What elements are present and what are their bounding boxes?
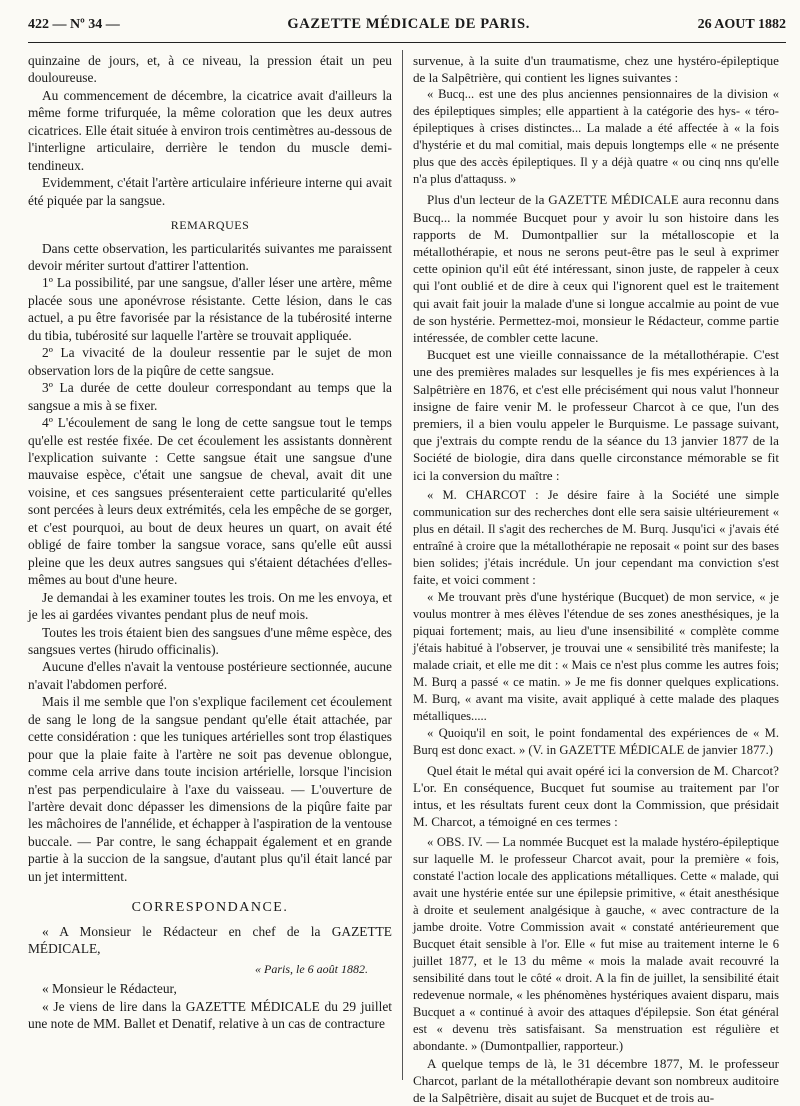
remarques-heading: REMARQUES [170,218,250,233]
right-column [413,52,779,1106]
paragraph: 4º L'écoulement de sang le long de cette sangsue tout le temps qu'elle est restée fixée. De cet écoulement les assistants donnèrent l'explication suivante : Cette sangsue était une sangsue d'une mauvaise espèce, c'était une sangsue de cheval, avait dit une voisine, et ces sangsues présenteraient cette particularité qu'elles sont percées à leurs deux extrémités, cela les empêche de se gorger, et c'est pourquoi, au bout de deux heures un quart, on avait été obligé de faire tomber la sangsue vorace, sans qu'elle eût aussi pleine que les deux autres sangsues qui s'étaient détachées d'elles-mêmes au bout d'une heure. [28,415,392,588]
paragraph: « Je viens de lire dans la GAZETTE MÉDICALE du 29 juillet une note de MM. Ballet et Denatif, relative à un cas de contracture [28,998,392,1032]
paragraph: Mais il me semble que l'on s'explique facilement cet écoulement de sang le long de la sangsue pendant qu'elle était attachée, par cette considération : que les tuniques artérielles sont trop élastiques pour que la plaie faite à l'artère ne soit pas devenue oblongue, comme cela arrive dans toute incision artérielle, lorsque l'incision n'est pas perpendiculaire à l'axe du vaisseau. — L'ouverture de l'artère devait donc dépasser les dimensions de la piqûre faite par les mâchoires de l'annélide, et échapper à l'aspiration de la ventouse buccale. — Par contre, le sang échappait également et en grande partie à la succion de la sangsue, d'autant plus qu'il était lancé par un jet intermittent. [28,694,392,884]
issue-date: 26 AOUT 1882 [697,17,786,32]
paragraph: Je demandai à les examiner toutes les trois. On me les envoya, et je les ai gardées vivantes pendant plus de neuf mois. [28,589,392,623]
paragraph: quinzaine de jours, et, à ce niveau, la pression était un peu douloureuse. [28,53,392,86]
paragraph: Toutes les trois étaient bien des sangsues d'une même espèce, des sangsues vertes (hirudo officinalis). [28,624,392,657]
paragraph: Quel était le métal qui avait opéré ici la conversion de M. Charcot? L'or. En conséquence, Bucquet fut soumise au traitement par l'or intus, et les résultats furent ceux dont la Commission, que présidait M. Charcot, a témoigné en ces termes : [413,762,779,830]
column-divider [402,50,403,1080]
paragraph: 1º La possibilité, par une sangsue, d'aller léser une artère, même placée sous une aponévrose résistante. Cette lésion, dans le cas actuel, a pu être favorisée par la résistance de la tubérosité interne du tibia, tubérosité sur laquelle l'artère se trouvait appliquée. [28,275,392,343]
paragraph: Au commencement de décembre, la cicatrice avait d'ailleurs la même forme trifurquée, la même coloration que les deux autres cicatrices. Elle était située à environ trois centimètres au-dessous de l'interligne articulaire, derrière le tendon du muscle demi-tendineux. [28,87,392,173]
journal-title: GAZETTE MÉDICALE DE PARIS. [287,16,530,32]
quote-paragraph: « Me trouvant près d'une hystérique (Bucquet) de mon service, « je voulus montrer à mes élèves l'étendue de ses zones anesthésiques, je la piquai fortement; mais, au lieu d'une insensibilité « complète comme j'étais habitué à l'observer, je trouvai une « sensibilité très manifeste; la malade criait, et elle me dit : « Mais ce n'est plus comme les autres fois; M. Burq a passé « ce matin. » Je me fis donner quelques explications. M. Burq, « avant ma visite, avait appliqué à cette malade des plaques métalliques..... [413,589,779,723]
page-number: 422 — Nº 34 — [28,17,120,32]
correspondance-heading: CORRESPONDANCE. [131,900,289,916]
paragraph: Evidemment, c'était l'artère articulaire inférieure interne qui avait été piquée par la sangsue. [28,175,392,208]
paragraph: A quelque temps de là, le 31 décembre 1877, M. le professeur Charcot, parlant de la métallothérapie devant son nombreux auditoire de la Salpêtrière, disait au sujet de Bucquet et de trois au- [413,1055,779,1106]
paragraph: 2º La vivacité de la douleur ressentie par le sujet de mon observation lors de la piqûre de cette sangsue. [28,345,392,378]
left-column [28,52,392,1032]
paragraph: Aucune d'elles n'avait la ventouse postérieure sectionnée, aucune n'avait l'abdomen perforé. [28,659,392,692]
paragraph: Dans cette observation, les particularités suivantes me paraissent devoir mériter surtout d'attirer l'attention. [28,240,392,273]
page-header [28,16,786,43]
paragraph: Bucquet est une vieille connaissance de la métallothérapie. C'est une des premières malades sur lesquelles je fis mes expériences à la Salpêtrière en 1876, et c'est elle précisément qui nous valut l'honneur insigne de faire venir M. le professeur Charcot à ce que, l'un des premiers, il a bien voulu appeler le Burquisme. Le passage suivant, que j'extrais du compte rendu de la séance du 13 janvier 1877 de la Société de biologie, dira dans quelle circonstance mémorable se fit ici la conversion du maître : [413,347,779,483]
quote-paragraph: « M. CHARCOT : Je désire faire à la Société une simple communication sur des recherches dont elle sera saisie ultérieurement « plus en détail. Il s'agit des recherches de M. Burq. Jusqu'ici « j'avais été entraîné à croire que la métallothérapie ne reposait « point sur des bases bien solides; j'étais incrédule. Un jour cependant ma conviction s'est faite, et voici comment : [413,487,779,587]
paragraph: 3º La durée de cette douleur correspondant au temps que la sangsue a mis à se fixer. [28,380,392,413]
paragraph: Plus d'un lecteur de la GAZETTE MÉDICALE aura reconnu dans Bucq... la nommée Bucquet pour y avoir lu son histoire dans les rapports de M. Dumontpallier sur la métalloscopie et la métallothérapie, et nous ne serons peut-être pas le seul à exprimer cette opinion qu'il eût été intéressant, sinon juste, de rappeler à ceux qui l'ont oublié et de dire à ceux qui l'ignorent quel est le traitement qui avait fait jouir la malade d'une si longue accalmie au point de vue de son hystérie. Permettez-moi, monsieur le Rédacteur, comme partie intéressée, de combler cette lacune. [413,192,779,346]
letter-salutation: « Monsieur le Rédacteur, [42,981,177,997]
quote-paragraph: « Quoiqu'il en soit, le point fondamental des expériences de « M. Burq est donc exact. » (V. in GAZETTE MÉDICALE de janvier 1877.) [413,725,779,757]
paragraph: survenue, à la suite d'un traumatisme, chez une hystéro-épileptique de la Salpêtrière, qui contient les lignes suivantes : [413,53,779,86]
quote-paragraph: « OBS. IV. — La nommée Bucquet est la malade hystéro-épileptique sur laquelle M. le professeur Charcot avait, pour la première « fois, constaté l'action locale des applications métalliques. Cette « malade, qui avait une hystérie entée sur une épilepsie primitive, « était anesthésique à droite et seulement analgésique à gauche, « avec contracture de la jambe droite. Votre Commission avait « constaté antérieurement que Bucquet était sensible à l'or. Elle « fut mise au traitement interne le 6 juillet 1877, et le 13 du même « mois la malade avait recouvré la sensibilité dans tout le côté « droit. A la fin de juillet, la sensibilité était redevenue normale, « les phénomènes hystériques avaient disparu, mais Bucquet a « continué à avoir des attaques d'épilepsie. Son état général est « devenu très satisfaisant. Sa menstruation est régulière et abondante. » (Dumontpallier, rapporteur.) [413,834,779,1053]
letter-address: « A Monsieur le Rédacteur en chef de la GAZETTE MÉDICALE, [28,923,392,957]
letter-dateline: « Paris, le 6 août 1882. [255,961,368,976]
quote-paragraph: « Bucq... est une des plus anciennes pensionnaires de la division « des épileptiques simples; elle appartient à la catégorie des hys- « téro-épileptiques à crises distinctes... La malade a été affectée à « la fois d'hystérie et du mal comitial, mais depuis longtemps elle « ne présente plus que des accès épileptiques. Il y a déjà quatre « ou cinq nns qu'elle n'a plus d'attaquss. » [413,87,779,187]
